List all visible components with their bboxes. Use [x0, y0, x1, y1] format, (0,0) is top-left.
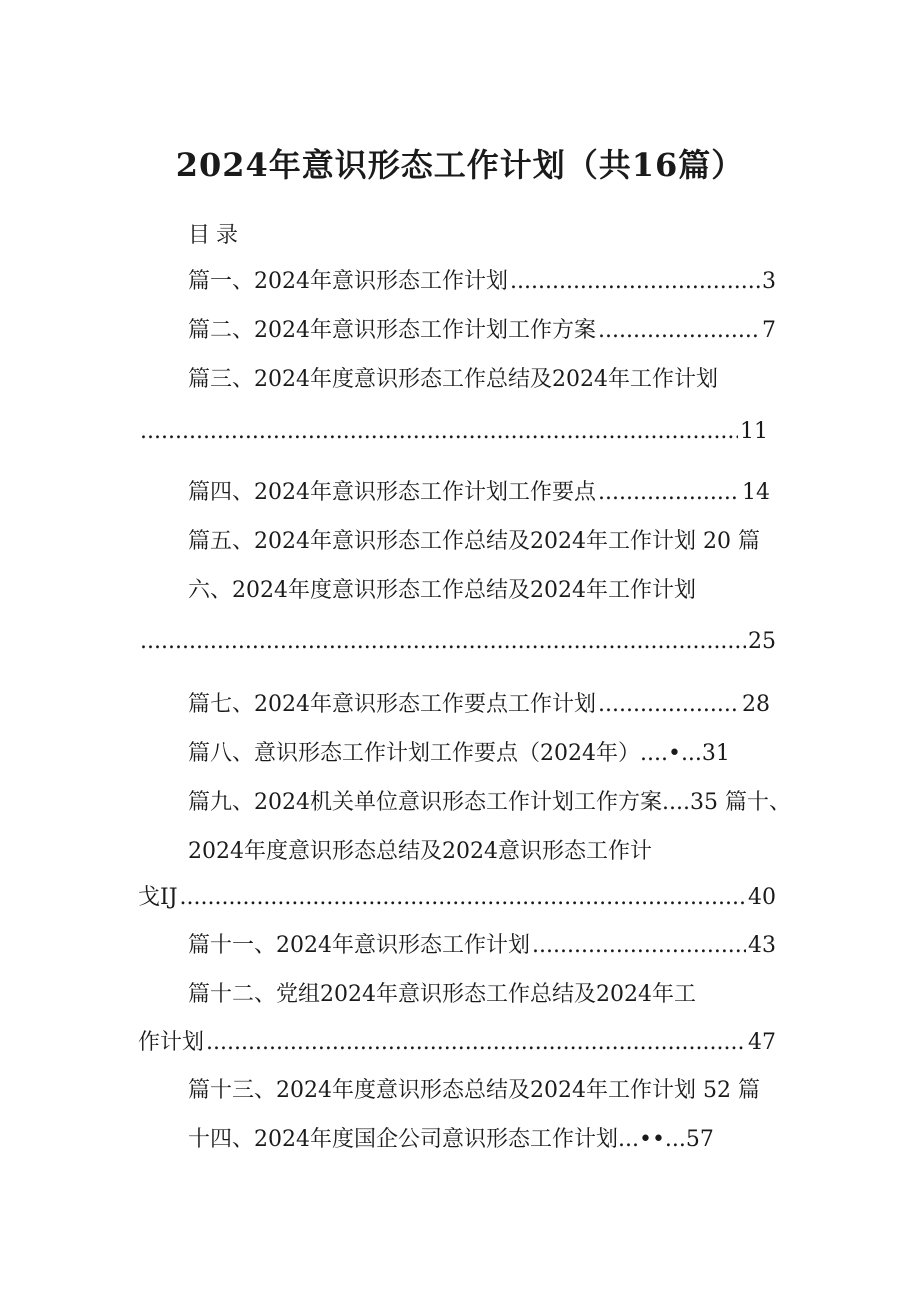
- leader-dots: [598, 479, 740, 507]
- toc-entry-page: 11: [740, 419, 768, 444]
- toc-entry-title: 作计划: [138, 1030, 205, 1055]
- toc-entry: [138, 884, 776, 912]
- toc-entry: [188, 366, 718, 394]
- toc-entry: [188, 317, 776, 345]
- leader-dots: [180, 884, 746, 912]
- toc-entry: [188, 528, 760, 556]
- toc-entry: [138, 1029, 776, 1057]
- toc-entry-title: 篇三、2024年度意识形态工作总结及2024年工作计划: [188, 367, 718, 392]
- toc-entry-page: 43: [748, 933, 776, 958]
- toc-entry-page: 40: [748, 885, 776, 910]
- document-title: 2024年意识形态工作计划（共16篇）: [175, 146, 745, 184]
- toc-entry: [188, 577, 696, 605]
- toc-entry-title: 篇七、2024年意识形态工作要点工作计划: [188, 692, 596, 717]
- toc-entry-title: 戈IJ: [138, 885, 178, 910]
- toc-entry: [188, 1126, 714, 1154]
- toc-entry: [188, 479, 770, 507]
- toc-entry-continuation: [138, 418, 768, 446]
- toc-entry-page: 25: [748, 629, 776, 654]
- toc-entry-page: 3: [762, 269, 776, 294]
- toc-entry-title: 篇八、意识形态工作计划工作要点（2024年）....•...31: [188, 741, 730, 766]
- toc-entry-title: 2024年度意识形态总结及2024意识形态工作计: [188, 839, 652, 864]
- toc-entry: [188, 691, 770, 719]
- toc-entry-title: 篇十三、2024年度意识形态总结及2024年工作计划 52 篇: [188, 1078, 760, 1103]
- toc-entry: [188, 1077, 760, 1105]
- toc-entry-title: 十四、2024年度国企公司意识形态工作计划...••...57: [188, 1127, 714, 1152]
- toc-entry-page: 7: [762, 318, 776, 343]
- toc-entry-title: 篇十二、党组2024年意识形态工作总结及2024年工: [188, 982, 696, 1007]
- toc-entry-page: 47: [748, 1030, 776, 1055]
- leader-dots: [206, 1029, 746, 1057]
- toc-entry: [188, 838, 652, 866]
- toc-entry: [188, 932, 776, 960]
- leader-dots: [532, 932, 746, 960]
- toc-entry: [188, 740, 730, 768]
- leader-dots: [598, 317, 760, 345]
- toc-entry-continuation: [138, 628, 776, 656]
- toc-entry-title: 篇二、2024年意识形态工作计划工作方案: [188, 318, 596, 343]
- toc-entry-title: 六、2024年度意识形态工作总结及2024年工作计划: [188, 578, 696, 603]
- toc-entry-page: 14: [742, 480, 770, 505]
- toc-entry: [188, 268, 776, 296]
- toc-heading: 目录: [188, 223, 245, 248]
- toc-entry-title: 篇九、2024机关单位意识形态工作计划工作方案....35 篇十、: [188, 790, 791, 815]
- leader-dots: [140, 418, 738, 446]
- leader-dots: [598, 691, 740, 719]
- toc-entry-title: 篇十一、2024年意识形态工作计划: [188, 933, 530, 958]
- toc-entry-title: 篇四、2024年意识形态工作计划工作要点: [188, 480, 596, 505]
- toc-entry-title: 篇一、2024年意识形态工作计划: [188, 269, 508, 294]
- toc-entry: [188, 981, 696, 1009]
- leader-dots: [510, 268, 760, 296]
- toc-entry-page: 28: [742, 692, 770, 717]
- toc-entry: [188, 789, 791, 817]
- leader-dots: [140, 628, 746, 656]
- toc-entry-title: 篇五、2024年意识形态工作总结及2024年工作计划 20 篇: [188, 529, 760, 554]
